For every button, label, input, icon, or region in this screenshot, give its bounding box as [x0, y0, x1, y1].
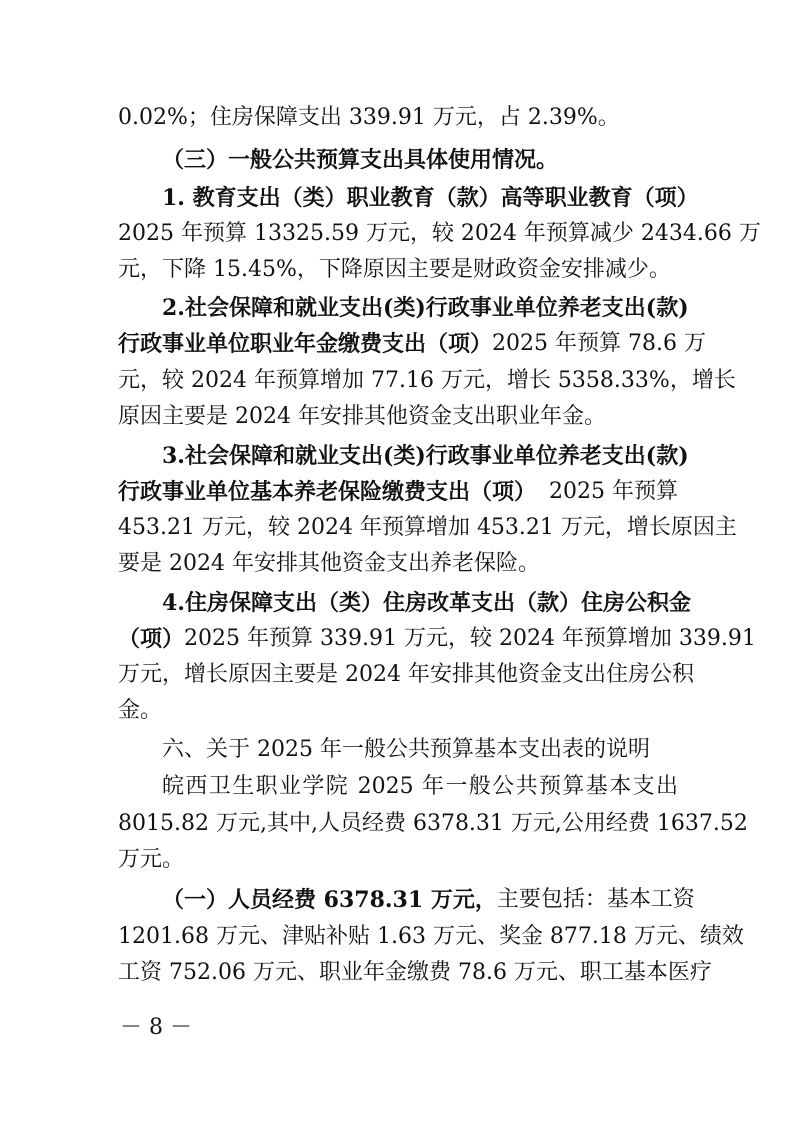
text-line: 原因主要是 2024 年安排其他资金支出职业年金。: [118, 404, 606, 429]
text-line: [162, 885, 695, 915]
item-heading: 4.住房保障支出（类）住房改革支出（款）住房公积金: [162, 590, 691, 616]
item-heading-tail: 行政事业单位职业年金缴费支出（项）: [118, 331, 493, 357]
text-line: [118, 329, 706, 359]
text-line: [118, 477, 678, 507]
text-line: 要是 2024 年安排其他资金支出养老保险。: [118, 551, 540, 576]
section-heading: （三）一般公共预算支出具体使用情况。: [162, 147, 559, 173]
item-heading: 3.社会保障和就业支出(类)行政事业单位养老支出(款): [162, 443, 689, 469]
text-line: 金。: [118, 698, 163, 723]
text-line: 工资 752.06 万元、职业年金缴费 78.6 万元、职工基本医疗: [118, 960, 712, 985]
text-segment: 2025 年预算: [549, 479, 678, 504]
item-heading-tail: （项）: [118, 626, 185, 652]
text-line: 皖西卫生职业学院 2025 年一般公共预算基本支出: [162, 774, 678, 799]
text-line: 453.21 万元，较 2024 年预算增加 453.21 万元，增长原因主: [118, 515, 737, 540]
subsection-heading: （一）人员经费 6378.31 万元，: [162, 887, 497, 913]
text-line: 元，下降 15.45%，下降原因主要是财政资金安排减少。: [118, 257, 671, 282]
item-heading: 2.社会保障和就业支出(类)行政事业单位养老支出(款): [162, 295, 689, 321]
text-line: 元，较 2024 年预算增加 77.16 万元，增长 5358.33%，增长: [118, 368, 736, 393]
text-line: 0.02%；住房保障支出 339.91 万元，占 2.39%。: [118, 105, 620, 130]
page-number: － 8 －: [120, 1015, 192, 1040]
text-segment: 主要包括：基本工资: [496, 887, 695, 912]
text-line: 8015.82 万元,其中,人员经费 6378.31 万元,公用经费 1637.52: [118, 811, 748, 836]
text-line: 2025 年预算 13325.59 万元，较 2024 年预算减少 2434.66 万: [118, 221, 761, 246]
item-heading: 1. 教育支出（类）职业教育（款）高等职业教育（项）: [162, 185, 699, 211]
text-line: 万元，增长原因主要是 2024 年安排其他资金支出住房公积: [118, 662, 694, 687]
text-line: 1201.68 万元、津贴补贴 1.63 万元、奖金 877.18 万元、绩效: [118, 924, 744, 949]
text-line: 万元。: [118, 847, 185, 872]
text-line: [118, 624, 756, 654]
item-heading-tail: 行政事业单位基本养老保险缴费支出（项）: [118, 479, 537, 505]
section-heading: 六、关于 2025 年一般公共预算基本支出表的说明: [162, 737, 650, 762]
text-segment: 2025 年预算 339.91 万元，较 2024 年预算增加 339.91: [184, 626, 756, 651]
text-segment: 2025 年预算 78.6 万: [492, 331, 706, 356]
